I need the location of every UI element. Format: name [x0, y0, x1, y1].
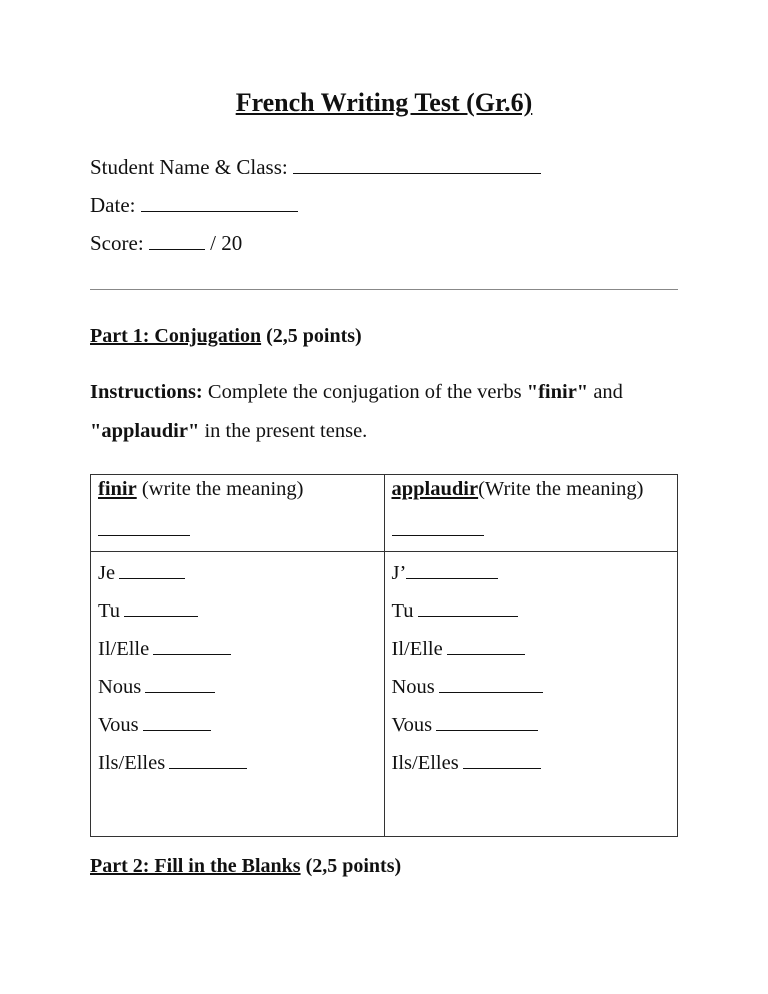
table-row: [98, 555, 384, 593]
finir-meaning-blank[interactable]: [98, 513, 190, 536]
divider: [90, 289, 678, 290]
table-header-row: [91, 475, 678, 552]
table-row: [392, 555, 678, 593]
answer-blank[interactable]: [439, 674, 543, 693]
finir-hint: (write the meaning): [136, 478, 304, 500]
instructions-tense: in the present tense.: [199, 420, 368, 442]
answer-blank[interactable]: [436, 712, 538, 731]
table-row: [392, 669, 678, 707]
applaudir-meaning-blank[interactable]: [392, 513, 484, 536]
table-row: [98, 745, 384, 783]
student-name-field: [90, 155, 541, 180]
finir-conjugation-cell: [91, 552, 385, 837]
answer-blank[interactable]: [145, 674, 215, 693]
score-total: / 20: [210, 231, 243, 255]
answer-blank[interactable]: [143, 712, 211, 731]
answer-blank[interactable]: [124, 598, 198, 617]
finir-header-cell: [91, 475, 385, 552]
finir-header: [98, 475, 384, 513]
date-blank[interactable]: [141, 194, 298, 212]
pronoun: Vous: [98, 714, 139, 736]
applaudir-header: [392, 475, 678, 513]
table-body-row: [91, 552, 678, 837]
pronoun: Il/Elle: [98, 638, 150, 660]
finir-verb: finir: [98, 478, 137, 500]
answer-blank[interactable]: [406, 560, 498, 579]
table-row: [392, 593, 678, 631]
score-blank[interactable]: [149, 232, 205, 250]
score-label: Score:: [90, 231, 144, 255]
date-field: [90, 193, 298, 218]
part1-instructions: [90, 373, 690, 451]
pronoun: Nous: [98, 676, 142, 698]
table-row: [98, 669, 384, 707]
part1-points: (2,5 points): [266, 325, 362, 347]
pronoun: Ils/Elles: [391, 752, 459, 774]
table-row: [98, 707, 384, 745]
instructions-text: Complete the conjugation of the verbs: [202, 381, 527, 403]
pronoun: Il/Elle: [391, 638, 443, 660]
pronoun: J’: [391, 562, 407, 584]
verb1-name: "finir": [526, 381, 589, 403]
table-row: [392, 631, 678, 669]
answer-blank[interactable]: [463, 750, 541, 769]
instructions-and: and: [588, 381, 623, 403]
part1-title: Part 1: Conjugation: [90, 325, 262, 347]
answer-blank[interactable]: [418, 598, 518, 617]
conjugation-table: [90, 474, 678, 837]
answer-blank[interactable]: [447, 636, 525, 655]
part1-heading: [90, 325, 362, 348]
instructions-label: Instructions:: [90, 381, 203, 403]
applaudir-verb: applaudir: [391, 478, 479, 500]
part2-heading: [90, 855, 401, 878]
pronoun: Tu: [98, 600, 121, 622]
applaudir-conjugation-cell: [384, 552, 678, 837]
table-row: [98, 593, 384, 631]
student-name-blank[interactable]: [293, 156, 541, 174]
part2-title: Part 2: Fill in the Blanks: [90, 855, 301, 877]
pronoun: Ils/Elles: [98, 752, 166, 774]
pronoun: Vous: [391, 714, 433, 736]
answer-blank[interactable]: [119, 560, 185, 579]
answer-blank[interactable]: [169, 750, 247, 769]
page-title: French Writing Test (Gr.6): [235, 88, 533, 117]
answer-blank[interactable]: [153, 636, 231, 655]
table-row: [392, 707, 678, 745]
date-label: Date:: [90, 193, 136, 217]
pronoun: Je: [98, 562, 116, 584]
pronoun: Tu: [391, 600, 414, 622]
verb2-name: "applaudir": [90, 420, 200, 442]
score-field: [90, 231, 242, 256]
table-row: [98, 631, 384, 669]
applaudir-hint: (Write the meaning): [478, 478, 644, 500]
student-name-label: Student Name & Class:: [90, 155, 288, 179]
pronoun: Nous: [391, 676, 435, 698]
part2-points: (2,5 points): [305, 855, 402, 877]
table-row: [392, 745, 678, 783]
applaudir-header-cell: [384, 475, 678, 552]
